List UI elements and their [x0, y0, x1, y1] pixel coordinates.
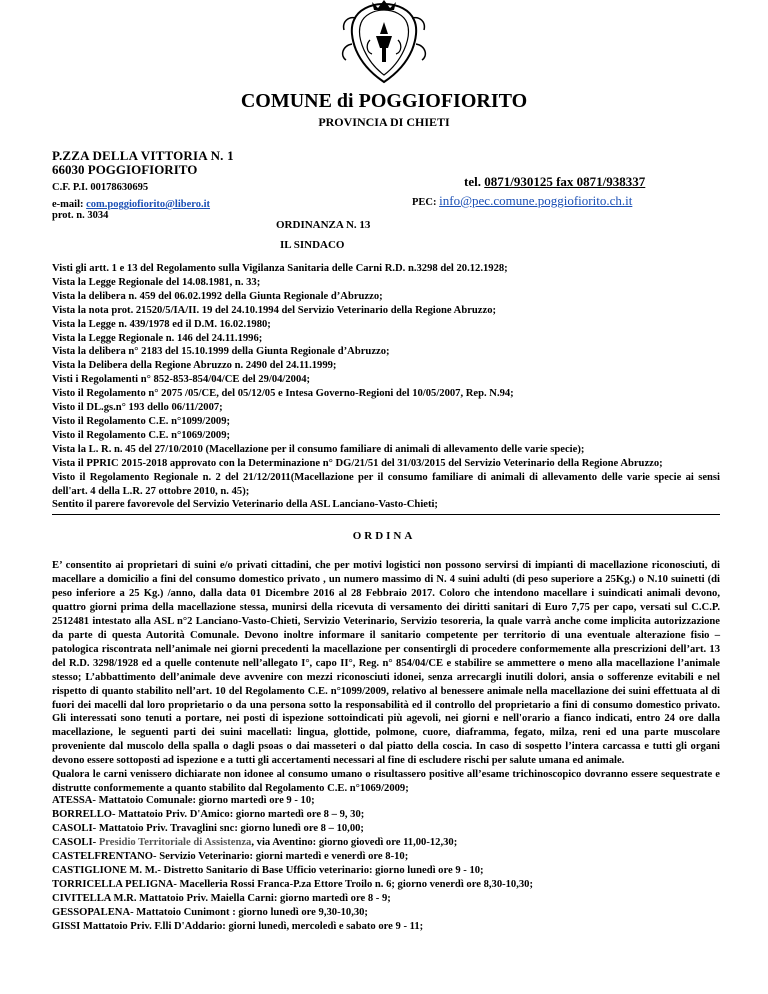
place-name: CASOLI- [52, 836, 99, 848]
municipal-crest-logo [336, 0, 432, 88]
place-details: Mattatoio Comunale: giorno martedì ore 9 - 10; [98, 795, 315, 806]
body-paragraph: E’ consentito ai proprietari di suini e/o privati cittadini, che per motivi logistici non possono servirsi di impianti di macellazione riconosciuti, di macellare a domicilio a fini del consumo domestico privato , un numero massimo di N. 4 suini adulti (di peso superiore a 25Kg.) o N.10 suinetti (di peso inferiore a 25 Kg.) /anno, dalla data 01 Dicembre 2016 al 28 Febbraio 2017. Coloro che intendono macellare i suindicati animali devono, quattro giorni prima della macellazione stessa, munirsi della ricevuta di versamento dei diritti sanitari di Euro 7,75 per capo, versati sul C.C.P. 2512481 intestato alla ASL n°2 Lanciano-Vasto-Chieti, Servizio Veterinario, Servizio tesoreria, la quale varrà anche come implicita autorizzazione da parte di questa Autorità Comunale. Devono inoltre informare il sanitario competente per territorio di una eventuale alterazione fisio – patologica riscontrata nell’animale nei giorni precedenti la macellazione per consentirgli di procedere conformemente alla prescrizioni dell’art. 13 del R.D. 3298/1928 ed a quelle contenute nell’allegato I°, capo II°, Reg. n° 854/04/CE e stabilire se ammettere o meno alla macellazione l’animale stesso; L’abbattimento dell’animale deve avvenire con mezzi riconosciuti idonei, senza arrecargli inutili dolori, ansia o sofferenze evitabili e nel rispetto di quanto stabilito nell’art. 10 del Regolamento C.E. n°1099/2009, relativo al benessere animale nella macellazione dei suini effettuata al di fuori dei macelli dal loro proprietario o da una persona sotto la responsabilità ed il controllo del proprietario a fini di consumo domestico privato. Gli interessati sono tenuti a portare, nei posti di ispezione sottoindicati più agevoli, nei giorni e nell'orario a fianco indicati, entro 24 ore dalla macellazione, le seguenti parti dei suini macellati: lingua, glottide, polmone, cuore, diaframma, fegato, milza, reni ed una parte muscolare proveniente dal muscolo della spalla o dagli psoas o dai masseteri o dal piatto della coscia. In caso di sospetto l’intera carcassa e tutti gli organi devono essere sottoposti ad ispezione e a tutti gli accertamenti necessari al fine di escludere rischi per salute umana ed animale. [52, 560, 720, 767]
visti-item: Visto il Regolamento Regionale n. 2 del 21/12/2011(Macellazione per il consumo familiare di animali di allevamento delle varie specie ai sensi dell'art. 4 della L.R. 27 ottobre 2010, n. 45); [52, 471, 720, 497]
place-item [52, 850, 720, 864]
comune-title: COMUNE di POGGIOFIORITO [240, 90, 528, 112]
place-details: Mattatoio Priv. F.lli D'Addario: giorni lunedì, mercoledì e sabato ore 9 - 11; [82, 920, 424, 932]
visti-item: Sentito il parere favorevole del Servizio Veterinario della ASL Lanciano-Vasto-Chieti; [52, 499, 438, 511]
pec-link[interactable]: info@pec.comune.poggiofiorito.ch.it [439, 193, 633, 208]
visti-item: Vista la L. R. n. 45 del 27/10/2010 (Macellazione per il consumo familiare di animali di allevamento delle varie specie); [52, 443, 585, 455]
divider [52, 514, 720, 515]
visti-item: Vista il PPRIC 2015-2018 approvato con la Determinazione n° DG/21/51 del 31/03/2015 del Servizio Veterinario della Regione Abruzzo; [52, 457, 663, 469]
visti-item: Visti gli artt. 1 e 13 del Regolamento sulla Vigilanza Sanitaria delle Carni R.D. n.3298 del 20.12.1928; [52, 263, 508, 274]
place-item [52, 822, 720, 836]
place-details: Mattatoio Priv. Travaglini snc: giorno lunedì ore 8 – 10,00; [98, 822, 364, 834]
issuing-authority: IL SINDACO [280, 239, 345, 251]
place-item [52, 878, 720, 892]
visti-item: Vista la Legge Regionale del 14.08.1981, n. 33; [52, 276, 261, 288]
address-city: 66030 POGGIOFIORITO [52, 162, 198, 177]
visti-item: Vista la delibera n° 2183 del 15.10.1999 della Giunta Regionale d’Abruzzo; [52, 346, 390, 358]
visti-item: Vista la nota prot. 21520/5/IA/II. 19 del 24.10.1994 del Servizio Veterinario della Regione Abruzzo; [52, 304, 497, 316]
place-details: , via Aventino: giorno giovedì ore 11,00-12,30; [251, 836, 458, 848]
place-item [52, 906, 720, 920]
visti-list [52, 262, 720, 512]
telephone-fax [464, 174, 645, 190]
place-name: CASOLI- [52, 822, 99, 834]
place-details: Mattatoio Priv. D'Amico: giorno martedì ore 8 – 9, 30; [118, 808, 365, 820]
province-subtitle: PROVINCIA DI CHIETI [318, 115, 450, 129]
protocol-number: prot. n. 3034 [52, 210, 109, 221]
visti-item: Visti i Regolamenti n° 852-853-854/04/CE del 29/04/2004; [52, 374, 311, 386]
place-name: ATESSA- [52, 795, 99, 806]
visti-item: Vista la Legge n. 439/1978 ed il D.M. 16.02.1980; [52, 318, 271, 330]
place-name: GESSOPALENA- [52, 906, 137, 918]
visti-item: Vista la delibera n. 459 del 06.02.1992 della Giunta Regionale d’Abruzzo; [52, 290, 383, 302]
place-details: Mattatoio Cunimont : giorno lunedì ore 9,30-10,30; [136, 906, 368, 918]
visti-item: Visto il Regolamento C.E. n°1069/2009; [52, 429, 231, 441]
visti-item: Visto il DL.gs.n° 193 dello 06/11/2007; [52, 402, 223, 414]
ordina-heading: ORDINA [352, 530, 416, 542]
visti-item: Visto il Regolamento n° 2075 /05/CE, del 05/12/05 e Intesa Governo-Regioni del 10/05/2007, Rep. N.94; [52, 388, 514, 400]
place-name: CIVITELLA M.R. [52, 892, 140, 904]
place-details: Servizio Veterinario: giorni martedì e venerdì ore 8-10; [159, 850, 409, 862]
tel-label: tel. [464, 174, 485, 189]
place-item [52, 920, 720, 934]
pec-line [412, 193, 632, 209]
inspection-places-list [52, 794, 720, 934]
visti-item: Visto il Regolamento C.E. n°1099/2009; [52, 415, 231, 427]
place-item [52, 836, 720, 850]
ordinance-body [52, 559, 720, 796]
place-name: CASTIGLIONE M. M.- [52, 864, 164, 876]
place-details: Mattatoio Priv. Maiella Carni: giorno martedì ore 8 - 9; [139, 892, 391, 904]
place-name: BORRELLO- [52, 808, 119, 820]
tax-code: C.F. P.I. 00178630695 [52, 182, 149, 193]
place-item [52, 864, 720, 878]
place-details: Distretto Sanitario di Base Ufficio veterinario: giorno lunedì ore 9 - 10; [163, 864, 484, 876]
body-paragraph: Qualora le carni venissero dichiarate non idonee al consumo umano o risultassero positive all’esame trichinoscopico dovranno essere sequestrate e distrutte conformemente a quanto stabilito dal Regolamento C.E. n°1069/2009; [52, 769, 720, 795]
place-name: GISSI [52, 920, 83, 932]
visti-item: Vista la Legge Regionale n. 146 del 24.11.1996; [52, 332, 263, 344]
email-line [52, 199, 210, 210]
ordinance-number: ORDINANZA N. 13 [276, 219, 371, 231]
pec-label: PEC: [412, 197, 440, 208]
place-presidio: Presidio Territoriale di Assistenza [98, 836, 252, 848]
visti-item: Vista la Delibera della Regione Abruzzo n. 2490 del 24.11.1999; [52, 360, 337, 372]
tel-value: 0871/930125 fax 0871/938337 [484, 174, 646, 189]
place-item [52, 794, 720, 808]
address-street: P.ZZA DELLA VITTORIA N. 1 [52, 148, 234, 163]
place-name: TORRICELLA PELIGNA- [52, 878, 180, 890]
place-name: CASTELFRENTANO- [52, 850, 160, 862]
email-link[interactable]: com.poggiofiorito@libero.it [86, 199, 211, 210]
place-item [52, 808, 720, 822]
place-details: Macelleria Rossi Franca-P.za Ettore Troilo n. 6; giorno venerdì ore 8,30-10,30; [179, 878, 534, 890]
email-label: e-mail: [52, 199, 87, 210]
place-item [52, 892, 720, 906]
